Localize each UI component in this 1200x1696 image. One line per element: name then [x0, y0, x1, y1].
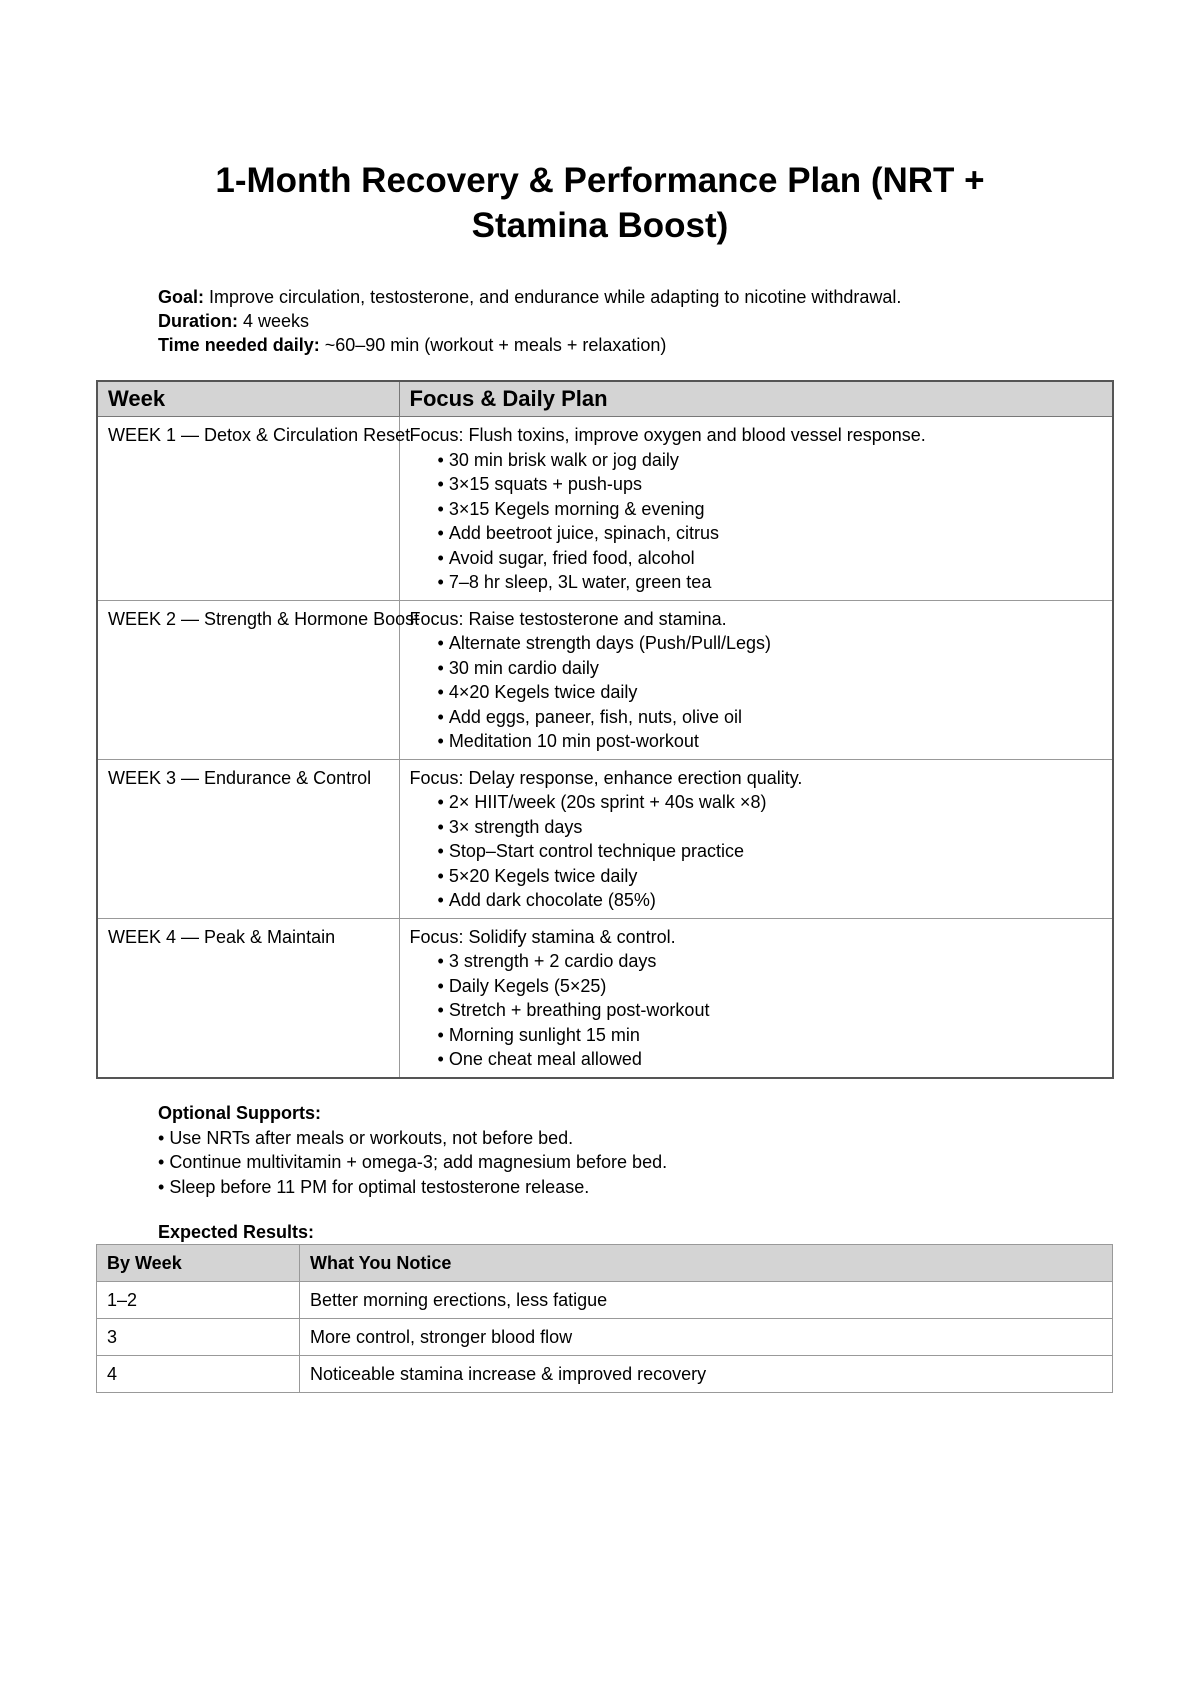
- table-row: [97, 1356, 1113, 1393]
- list-item: • Use NRTs after meals or workouts, not before bed.: [158, 1127, 574, 1148]
- list-item: • 3 strength + 2 cardio days: [438, 949, 1103, 974]
- list-item: • 4×20 Kegels twice daily: [438, 680, 1103, 705]
- results-notice-cell: Better morning erections, less fatigue: [300, 1282, 1113, 1319]
- week-label: WEEK 4 — Peak & Maintain: [97, 918, 399, 1078]
- results-week-cell: 4: [97, 1356, 300, 1393]
- list-item: • 7–8 hr sleep, 3L water, green tea: [438, 570, 1103, 595]
- list-item: • Stretch + breathing post-workout: [438, 998, 1103, 1023]
- list-item: • Sleep before 11 PM for optimal testosterone release.: [158, 1176, 590, 1197]
- expected-results-table: [96, 1244, 1113, 1393]
- task-list: [410, 790, 1103, 913]
- focus-text: Focus: Flush toxins, improve oxygen and blood vessel response.: [409, 425, 926, 445]
- week-label: WEEK 2 — Strength & Hormone Boost: [97, 600, 399, 759]
- list-item: • Add dark chocolate (85%): [438, 888, 1103, 913]
- plan-header-focus: Focus & Daily Plan: [399, 381, 1113, 417]
- list-item: • Alternate strength days (Push/Pull/Legs): [438, 631, 1103, 656]
- focus-text: Focus: Solidify stamina & control.: [409, 926, 676, 947]
- duration-label: Duration:: [158, 311, 238, 331]
- results-week-cell: 1–2: [97, 1282, 300, 1319]
- list-item: • Add eggs, paneer, fish, nuts, olive oil: [438, 705, 1103, 730]
- list-item: • Daily Kegels (5×25): [438, 974, 1103, 999]
- list-item: • 3×15 squats + push-ups: [438, 472, 1103, 497]
- week-plan: [399, 759, 1113, 918]
- list-item: • 3×15 Kegels morning & evening: [438, 497, 1103, 522]
- list-item: • 3× strength days: [438, 815, 1103, 840]
- weekly-plan-table: [96, 380, 1114, 1079]
- plan-summary: [158, 285, 901, 357]
- plan-header-week: Week: [97, 381, 399, 417]
- results-header-notice: What You Notice: [300, 1245, 1113, 1282]
- week-plan: [399, 600, 1113, 759]
- results-week-cell: 3: [97, 1319, 300, 1356]
- plan-row-week-3: [97, 759, 1113, 918]
- goal-line: [158, 285, 901, 309]
- list-item: • One cheat meal allowed: [438, 1047, 1103, 1072]
- table-row: [97, 1319, 1113, 1356]
- expected-results-heading: Expected Results:: [158, 1222, 315, 1242]
- page-title: 1-Month Recovery & Performance Plan (NRT + Stamina Boost): [215, 161, 985, 245]
- list-item: • Morning sunlight 15 min: [438, 1023, 1103, 1048]
- list-item: • Add beetroot juice, spinach, citrus: [438, 521, 1103, 546]
- goal-label: Goal:: [158, 287, 205, 307]
- goal-value: Improve circulation, testosterone, and endurance while adapting to nicotine withdrawal.: [209, 287, 902, 307]
- time-line: [158, 333, 901, 357]
- list-item: • Avoid sugar, fried food, alcohol: [438, 546, 1103, 571]
- results-header-row: [97, 1245, 1113, 1282]
- task-list: [410, 448, 1103, 595]
- list-item: • Meditation 10 min post-workout: [438, 729, 1103, 754]
- list-item: • 2× HIIT/week (20s sprint + 40s walk ×8): [438, 790, 1103, 815]
- week-label: WEEK 1 — Detox & Circulation Reset: [97, 417, 399, 601]
- results-notice-cell: Noticeable stamina increase & improved recovery: [300, 1356, 1113, 1393]
- list-item: • 30 min brisk walk or jog daily: [438, 448, 1103, 473]
- list-item: • Stop–Start control technique practice: [438, 839, 1103, 864]
- task-list: [410, 631, 1103, 754]
- focus-text: Focus: Delay response, enhance erection quality.: [409, 767, 803, 788]
- duration-value: 4 weeks: [243, 311, 310, 331]
- time-value: ~60–90 min (workout + meals + relaxation): [324, 335, 667, 355]
- duration-line: [158, 309, 901, 333]
- focus-text: Focus: Raise testosterone and stamina.: [409, 608, 727, 629]
- list-item: • 30 min cardio daily: [438, 656, 1103, 681]
- week-plan: [399, 918, 1113, 1078]
- week-plan: [399, 417, 1113, 601]
- plan-row-week-2: [97, 600, 1113, 759]
- results-header-week: By Week: [97, 1245, 300, 1282]
- table-row: [97, 1282, 1113, 1319]
- time-label: Time needed daily:: [158, 335, 320, 355]
- plan-row-week-4: [97, 918, 1113, 1078]
- list-item: • 5×20 Kegels twice daily: [438, 864, 1103, 889]
- optional-supports-heading: Optional Supports:: [158, 1103, 321, 1123]
- expected-results-heading-wrap: [158, 1220, 314, 1245]
- results-notice-cell: More control, stronger blood flow: [300, 1319, 1113, 1356]
- plan-row-week-1: [97, 417, 1113, 601]
- optional-supports: [158, 1101, 667, 1199]
- list-item: • Continue multivitamin + omega-3; add magnesium before bed.: [158, 1152, 668, 1172]
- plan-header-row: [97, 381, 1113, 417]
- week-label: WEEK 3 — Endurance & Control: [97, 759, 399, 918]
- task-list: [410, 949, 1103, 1072]
